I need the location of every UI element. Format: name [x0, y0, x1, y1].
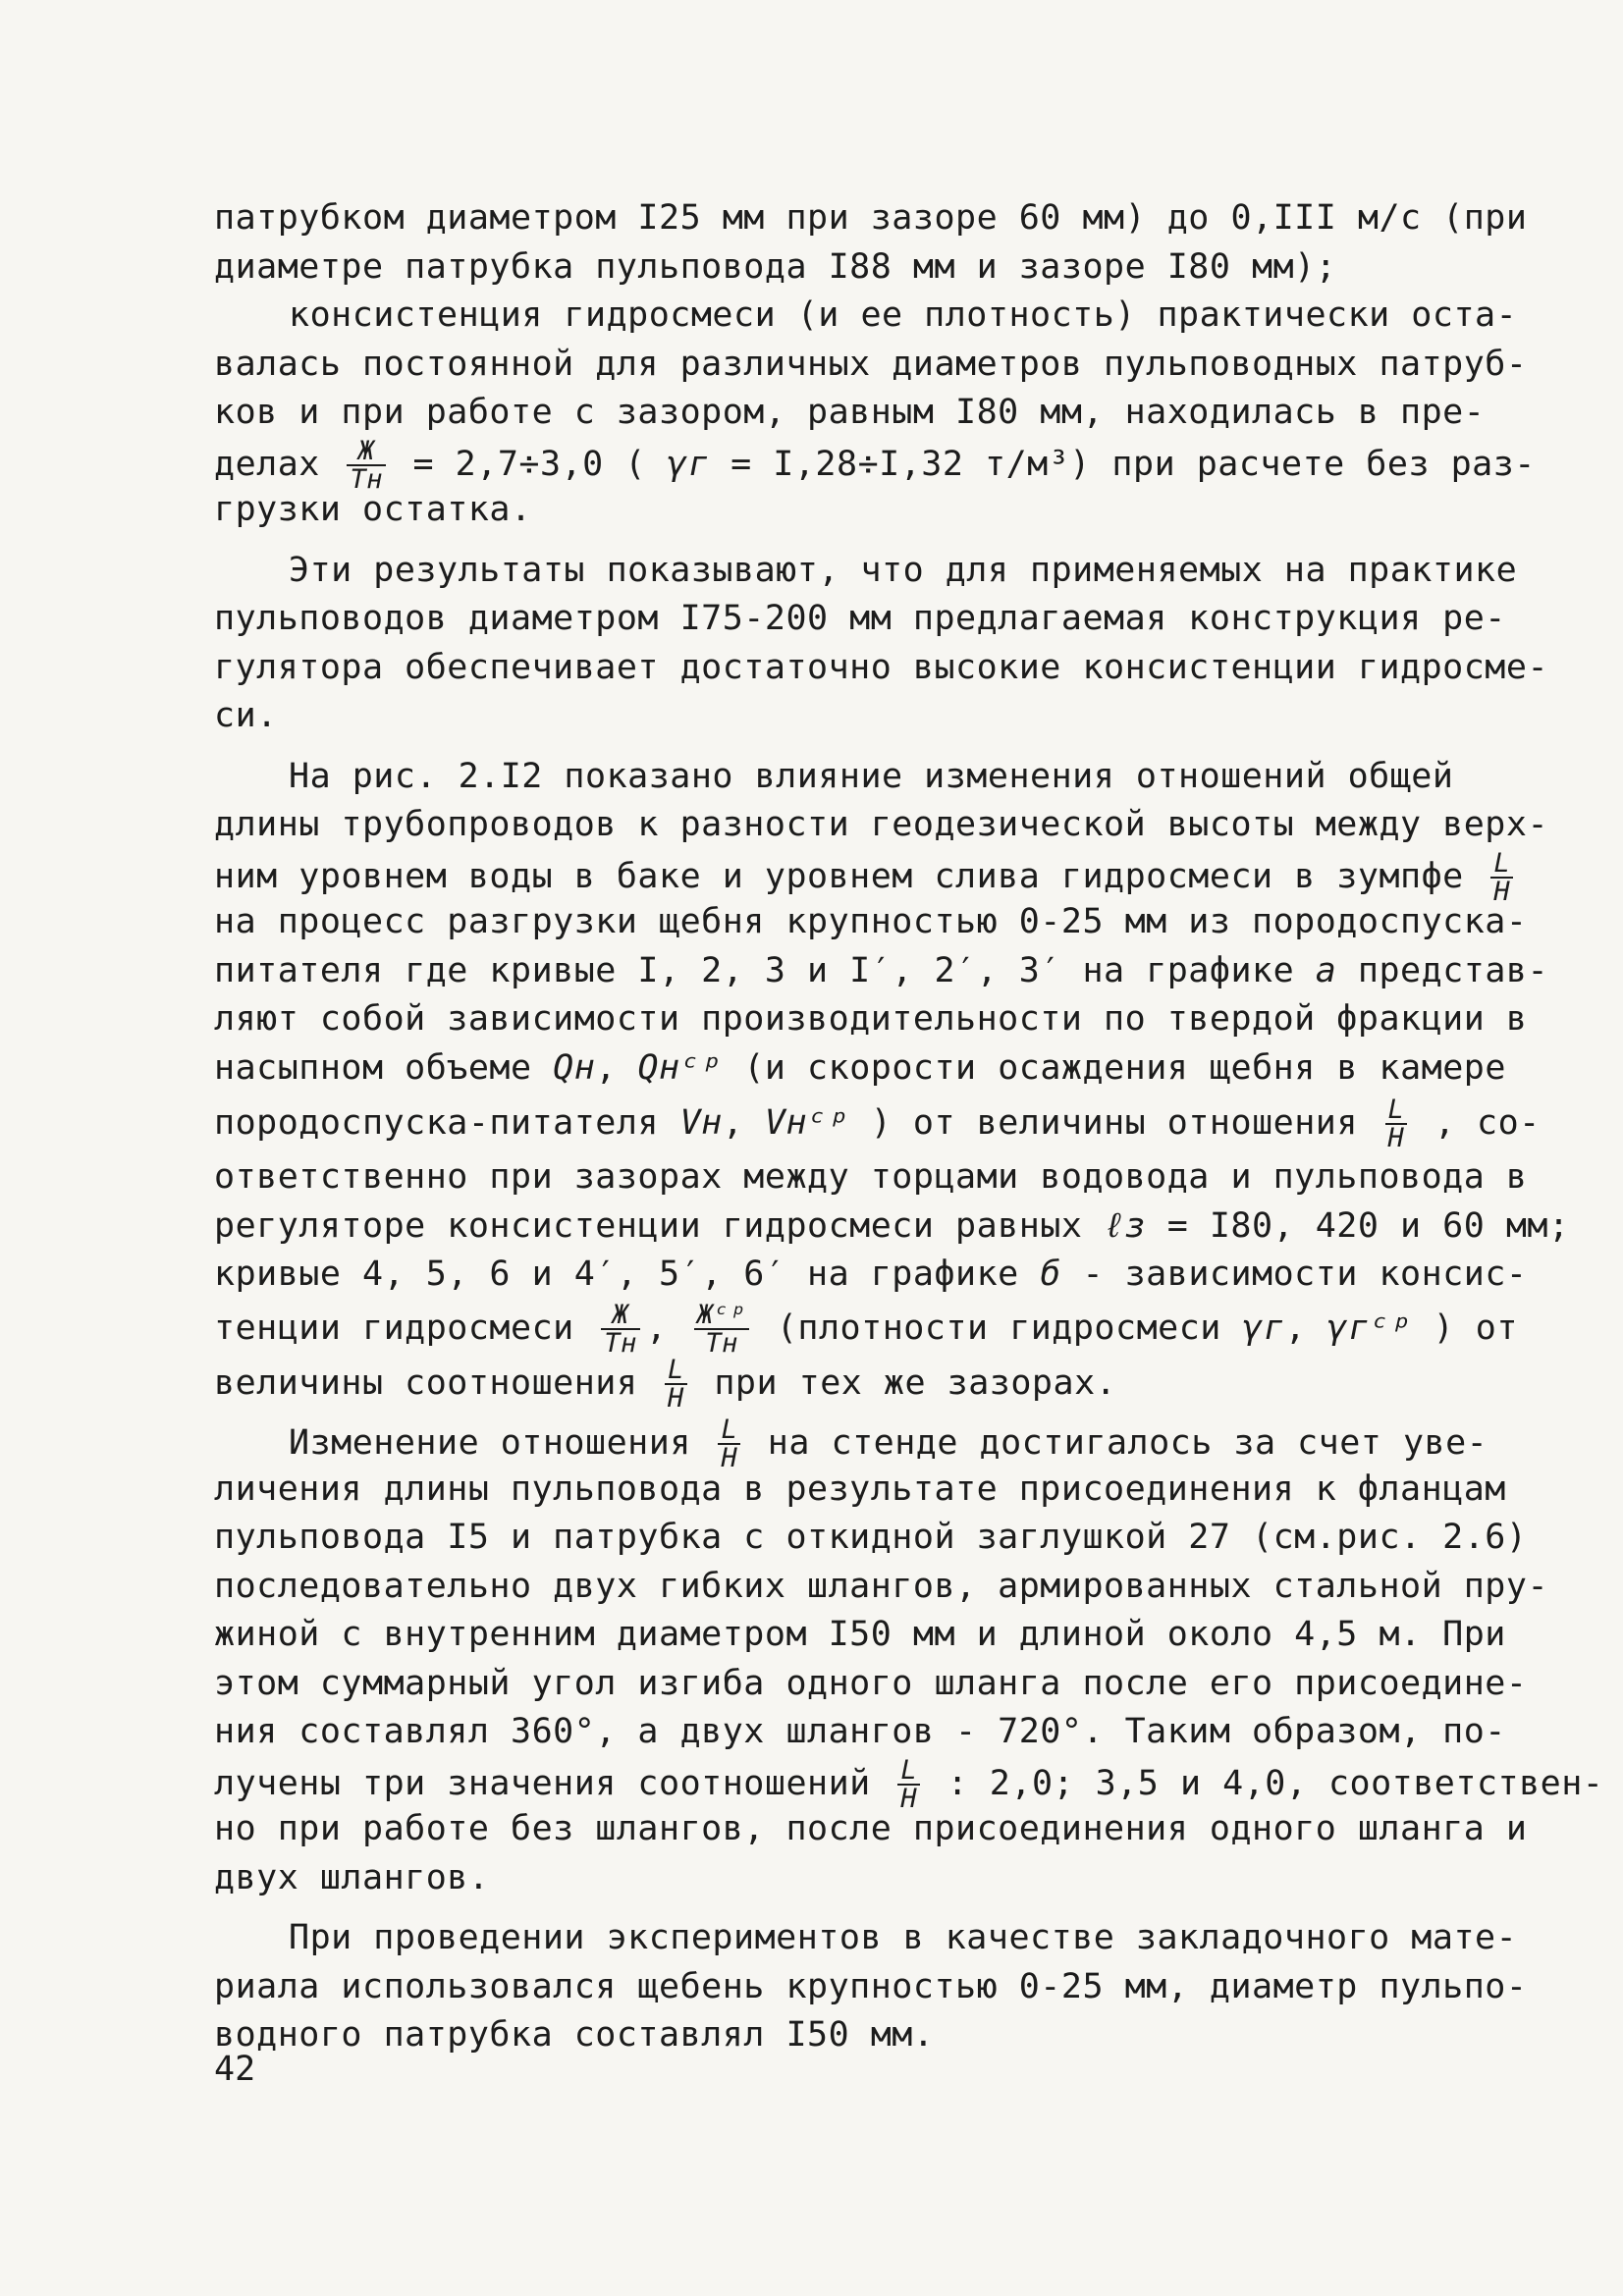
text-line: ков и при работе с зазором, равным I80 мм, находилась в пре- — [214, 393, 1486, 432]
text-line: пульповодов диаметром I75-200 мм предлагаемая конструкция ре- — [214, 599, 1506, 638]
text-line: длины трубопроводов к разности геодезической высоты между верх- — [214, 805, 1549, 844]
text-line: патрубком диаметром I25 мм при зазоре 60 мм) до 0,III м/с (при — [214, 198, 1528, 238]
text-line: ответственно при зазорах между торцами водовода и пульповода в — [214, 1157, 1528, 1197]
fraction-zh-cp-tn: $\frac{\text{Жᶜᵖ}}{Тн}$ — [694, 1302, 749, 1357]
symbol-gamma: γг — [667, 444, 710, 484]
text-line: водного патрубка составлял I50 мм. — [214, 2015, 935, 2055]
text-line-with-formula: величины соотношения $\frac{L}{H}$ при тех же зазорах. — [214, 1354, 1117, 1414]
symbol-q: Qн — [553, 1047, 596, 1088]
text-body — [214, 194, 1604, 2060]
text-line-with-formula: насыпном объеме Qн, Qнᶜᵖ (и скорости осаждения щебня в камере — [214, 1047, 1506, 1088]
text-line: на процесс разгрузки щебня крупностью 0-25 мм из породоспуска- — [214, 902, 1528, 941]
text-line-with-formula: питателя где кривые I, 2, 3 и I′, 2′, 3′ на графике а представ- — [214, 950, 1549, 990]
symbol-v: Vн — [679, 1103, 723, 1143]
text-line: личения длины пульповода в результате присоединения к фланцам — [214, 1468, 1506, 1509]
text-line-with-formula: делах $\frac{Ж}{Тн}$ = 2,7÷3,0 ( γг = I,28÷I,32 т/м³) при расчете без раз- — [214, 435, 1536, 495]
fraction-l-h: $\frac{L}{H}$ — [718, 1416, 740, 1471]
text-line: диаметре патрубка пульповода I88 мм и зазоре I80 мм); — [214, 246, 1337, 287]
text-line: пульповода I5 и патрубка с откидной заглушкой 27 (см.рис. 2.6) — [214, 1518, 1528, 1557]
symbol-v-cp: Vнᶜᵖ — [764, 1103, 850, 1143]
text-line: последовательно двух гибких шлангов, армированных стальной пру- — [214, 1566, 1549, 1606]
text-line: жиной с внутренним диаметром I50 мм и длиной около 4,5 м. При — [214, 1615, 1506, 1654]
text-line: двух шлангов. — [214, 1857, 490, 1897]
fraction-zh-tn: $\frac{Ж}{Тн}$ — [601, 1302, 640, 1357]
text-line-with-formula: Изменение отношения $\frac{L}{H}$ на стенде достигалось за счет уве- — [289, 1415, 1488, 1473]
symbol-gamma-cp: γгᶜᵖ — [1326, 1308, 1413, 1348]
symbol-gamma: γг — [1242, 1308, 1285, 1348]
text-line-with-formula: регуляторе консистенции гидросмеси равных ℓз = I80, 420 и 60 мм; — [214, 1205, 1570, 1246]
text-line: ляют собой зависимости производительности по твердой фракции в — [214, 999, 1528, 1039]
page-number: 42 — [214, 2050, 256, 2089]
text-line: валась постоянной для различных диаметров пульповодных патруб- — [214, 344, 1528, 384]
fraction-l-h: $\frac{L}{H}$ — [1385, 1096, 1408, 1151]
text-line-with-formula: лучены три значения соотношений $\frac{L}{H}$ : 2,0; 3,5 и 4,0, соответствен- — [214, 1754, 1604, 1814]
symbol-a: а — [1315, 950, 1337, 990]
text-line: гулятора обеспечивает достаточно высокие консистенции гидросме- — [214, 647, 1549, 687]
text-line: При проведении экспериментов в качестве закладочного мате- — [289, 1918, 1518, 1957]
text-line: Эти результаты показывают, что для применяемых на практике — [289, 550, 1518, 590]
text-line: грузки остатка. — [214, 490, 532, 529]
text-line: риала использовался щебень крупностью 0-25 мм, диаметр пульпо- — [214, 1966, 1528, 2006]
text-line: ния составлял 360°, а двух шлангов - 720°. Таким образом, по- — [214, 1712, 1506, 1751]
text-line-with-formula: ним уровнем воды в баке и уровнем слива гидросмеси в зумпфе $\frac{L}{H}$ — [214, 850, 1471, 899]
text-line-with-formula: породоспуска-питателя Vн, Vнᶜᵖ ) от величины отношения $\frac{L}{H}$ , со- — [214, 1095, 1541, 1153]
symbol-b: б — [1040, 1255, 1061, 1294]
symbol-l-z: ℓз — [1104, 1205, 1147, 1246]
text-line: консистенция гидросмеси (и ее плотность) практически оста- — [289, 295, 1518, 335]
symbol-q-cp: Qнᶜᵖ — [637, 1047, 723, 1088]
fraction-l-h: $\frac{L}{H}$ — [665, 1357, 687, 1412]
fraction-l-h: $\frac{L}{H}$ — [897, 1757, 920, 1812]
text-line-with-formula: кривые 4, 5, 6 и 4′, 5′, 6′ на графике б - зависимости консис- — [214, 1255, 1528, 1294]
fraction-l-h: $\frac{L}{H}$ — [1490, 850, 1513, 905]
text-line-with-formula: тенции гидросмеси $\frac{Ж}{Тн}$ , $\frac{\text{Жᶜᵖ}}{Тн}$ (плотности гидросмеси γг, γгᶜᵖ ) от — [214, 1299, 1518, 1359]
fraction-zh-tn: $\frac{Ж}{Тн}$ — [347, 438, 386, 493]
text-line: но при работе без шлангов, после присоединения одного шланга и — [214, 1809, 1528, 1848]
text-line: си. — [214, 696, 278, 735]
text-line: этом суммарный угол изгиба одного шланга после его присоедине- — [214, 1663, 1528, 1703]
text-line: На рис. 2.I2 показано влияние изменения отношений общей — [289, 756, 1454, 796]
